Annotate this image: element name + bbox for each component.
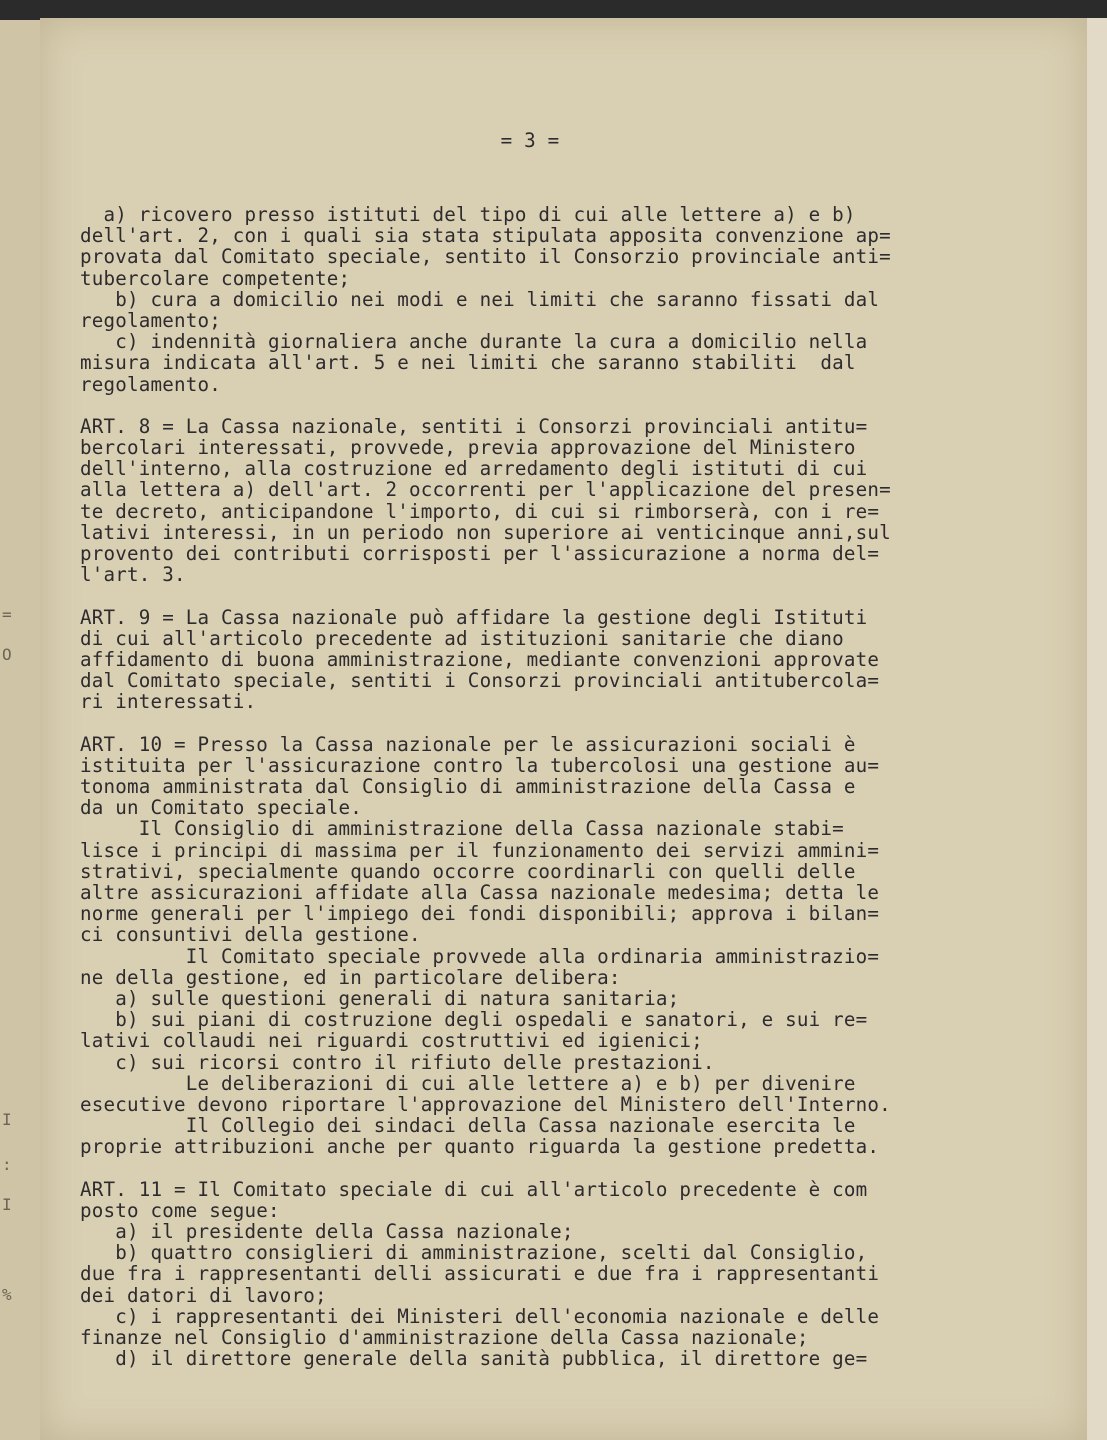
text-line: regolamento; <box>80 308 222 332</box>
page-stack-edge <box>1087 18 1107 1440</box>
text-line: altre assicurazioni affidate alla Cassa nazionale medesima; detta le <box>80 881 880 904</box>
text-line: l'art. 3. <box>80 563 186 587</box>
text-line: lativi interessi, in un periodo non superiore ai venticinque anni,sul <box>80 520 891 544</box>
text-line: due fra i rappresentanti delli assicurati e due fra i rappresentanti <box>80 1262 880 1286</box>
text-line: dal Comitato speciale, sentiti i Consorzi provinciali antitubercola= <box>80 669 880 693</box>
text-line: misura indicata all'art. 5 e nei limiti che saranno stabiliti dal <box>80 351 856 375</box>
text-line: c) indennità giornaliera anche durante la cura a domicilio nella <box>80 330 868 354</box>
text-line <box>80 395 980 416</box>
text-line: ART. 8 = La Cassa nazionale, sentiti i Consorzi provinciali antitu= <box>80 414 868 438</box>
page-number: = 3 = <box>500 129 560 153</box>
text-line: tubercolare competente; <box>80 266 351 290</box>
left-page-mark: = <box>2 605 12 624</box>
text-line: istituita per l'assicurazione contro la tubercolosi una gestione au= <box>80 753 880 777</box>
text-line: Il Consiglio di amministrazione della Cassa nazionale stabi= <box>80 817 844 841</box>
left-page-mark: : <box>2 1155 12 1174</box>
left-page-mark: % <box>2 1285 12 1304</box>
text-line: finanze nel Consiglio d'amministrazione della Cassa nazionale; <box>80 1325 809 1349</box>
text-line: di cui all'articolo precedente ad istituzioni sanitarie che diano <box>80 626 844 650</box>
text-line: dell'art. 2, con i quali sia stata stipulata apposita convenzione ap= <box>80 224 891 248</box>
text-line: c) sui ricorsi contro il rifiuto delle prestazioni. <box>80 1050 715 1074</box>
text-line: dell'interno, alla costruzione ed arredamento degli istituti di cui <box>80 457 868 481</box>
text-line: a) ricovero presso istituti del tipo di cui alle lettere a) e b) <box>80 203 856 226</box>
adjacent-page-edge <box>0 20 40 1440</box>
text-line: ri interessati. <box>80 690 257 714</box>
text-line: c) i rappresentanti dei Ministeri dell'economia nazionale e delle <box>80 1304 880 1328</box>
text-line: Il Collegio dei sindaci della Cassa nazionale esercita le <box>80 1114 856 1138</box>
text-line: d) il direttore generale della sanità pubblica, il direttore ge= <box>80 1347 868 1371</box>
text-line: ne della gestione, ed in particolare delibera: <box>80 965 621 989</box>
text-line: ART. 10 = Presso la Cassa nazionale per le assicurazioni sociali è <box>80 732 856 756</box>
text-line: bercolari interessati, provvede, previa approvazione del Ministero <box>80 436 856 460</box>
text-line: b) sui piani di costruzione degli ospedali e sanatori, e sui re= <box>80 1008 868 1032</box>
text-line: te decreto, anticipandone l'importo, di cui si rimborserà, con i re= <box>80 499 880 523</box>
text-line: a) sulle questioni generali di natura sanitaria; <box>80 986 680 1010</box>
left-page-mark: I <box>2 1110 12 1129</box>
text-line <box>80 1157 980 1178</box>
text-line: affidamento di buona amministrazione, mediante convenzioni approvate <box>80 647 880 671</box>
text-line <box>80 713 980 734</box>
document-page <box>40 18 1087 1440</box>
text-line: norme generali per l'impiego dei fondi disponibili; approva i bilan= <box>80 902 880 926</box>
text-line: Le deliberazioni di cui alle lettere a) e b) per divenire <box>80 1071 856 1095</box>
text-line: Il Comitato speciale provvede alla ordinaria amministrazio= <box>80 944 880 968</box>
text-line: lisce i principi di massima per il funzionamento dei servizi ammini= <box>80 838 880 862</box>
text-line: esecutive devono riportare l'approvazione del Ministero dell'Interno. <box>80 1092 891 1116</box>
text-line: tonoma amministrata dal Consiglio di amministrazione della Cassa e <box>80 775 856 799</box>
text-line <box>80 585 980 606</box>
text-line: regolamento. <box>80 372 222 396</box>
text-line: provata dal Comitato speciale, sentito il Consorzio provinciale anti= <box>80 245 891 269</box>
text-line: strativi, specialmente quando occorre coordinarli con quelli delle <box>80 859 856 883</box>
text-line: b) quattro consiglieri di amministrazione, scelti dal Consiglio, <box>80 1241 868 1265</box>
text-line: dei datori di lavoro; <box>80 1283 327 1307</box>
text-line: da un Comitato speciale. <box>80 796 363 820</box>
left-page-mark: O <box>2 645 12 664</box>
text-line: posto come segue: <box>80 1198 280 1222</box>
left-page-mark: I <box>2 1195 12 1214</box>
text-line: provento dei contributi corrisposti per l'assicurazione a norma del= <box>80 542 880 565</box>
text-line: ART. 11 = Il Comitato speciale di cui all'articolo precedente è com <box>80 1177 868 1201</box>
text-line: lativi collaudi nei riguardi costruttivi ed igienici; <box>80 1029 703 1053</box>
text-line: alla lettera a) dell'art. 2 occorrenti per l'applicazione del presen= <box>80 478 891 502</box>
typewritten-text <box>80 88 980 1369</box>
text-line: a) il presidente della Cassa nazionale; <box>80 1220 574 1243</box>
text-line: ART. 9 = La Cassa nazionale può affidare la gestione degli Istituti <box>80 605 868 629</box>
text-line: ci consuntivi della gestione. <box>80 923 421 947</box>
text-line: b) cura a domicilio nei modi e nei limiti che saranno fissati dal <box>80 287 880 311</box>
text-line: proprie attribuzioni anche per quanto riguarda la gestione predetta. <box>80 1135 880 1159</box>
